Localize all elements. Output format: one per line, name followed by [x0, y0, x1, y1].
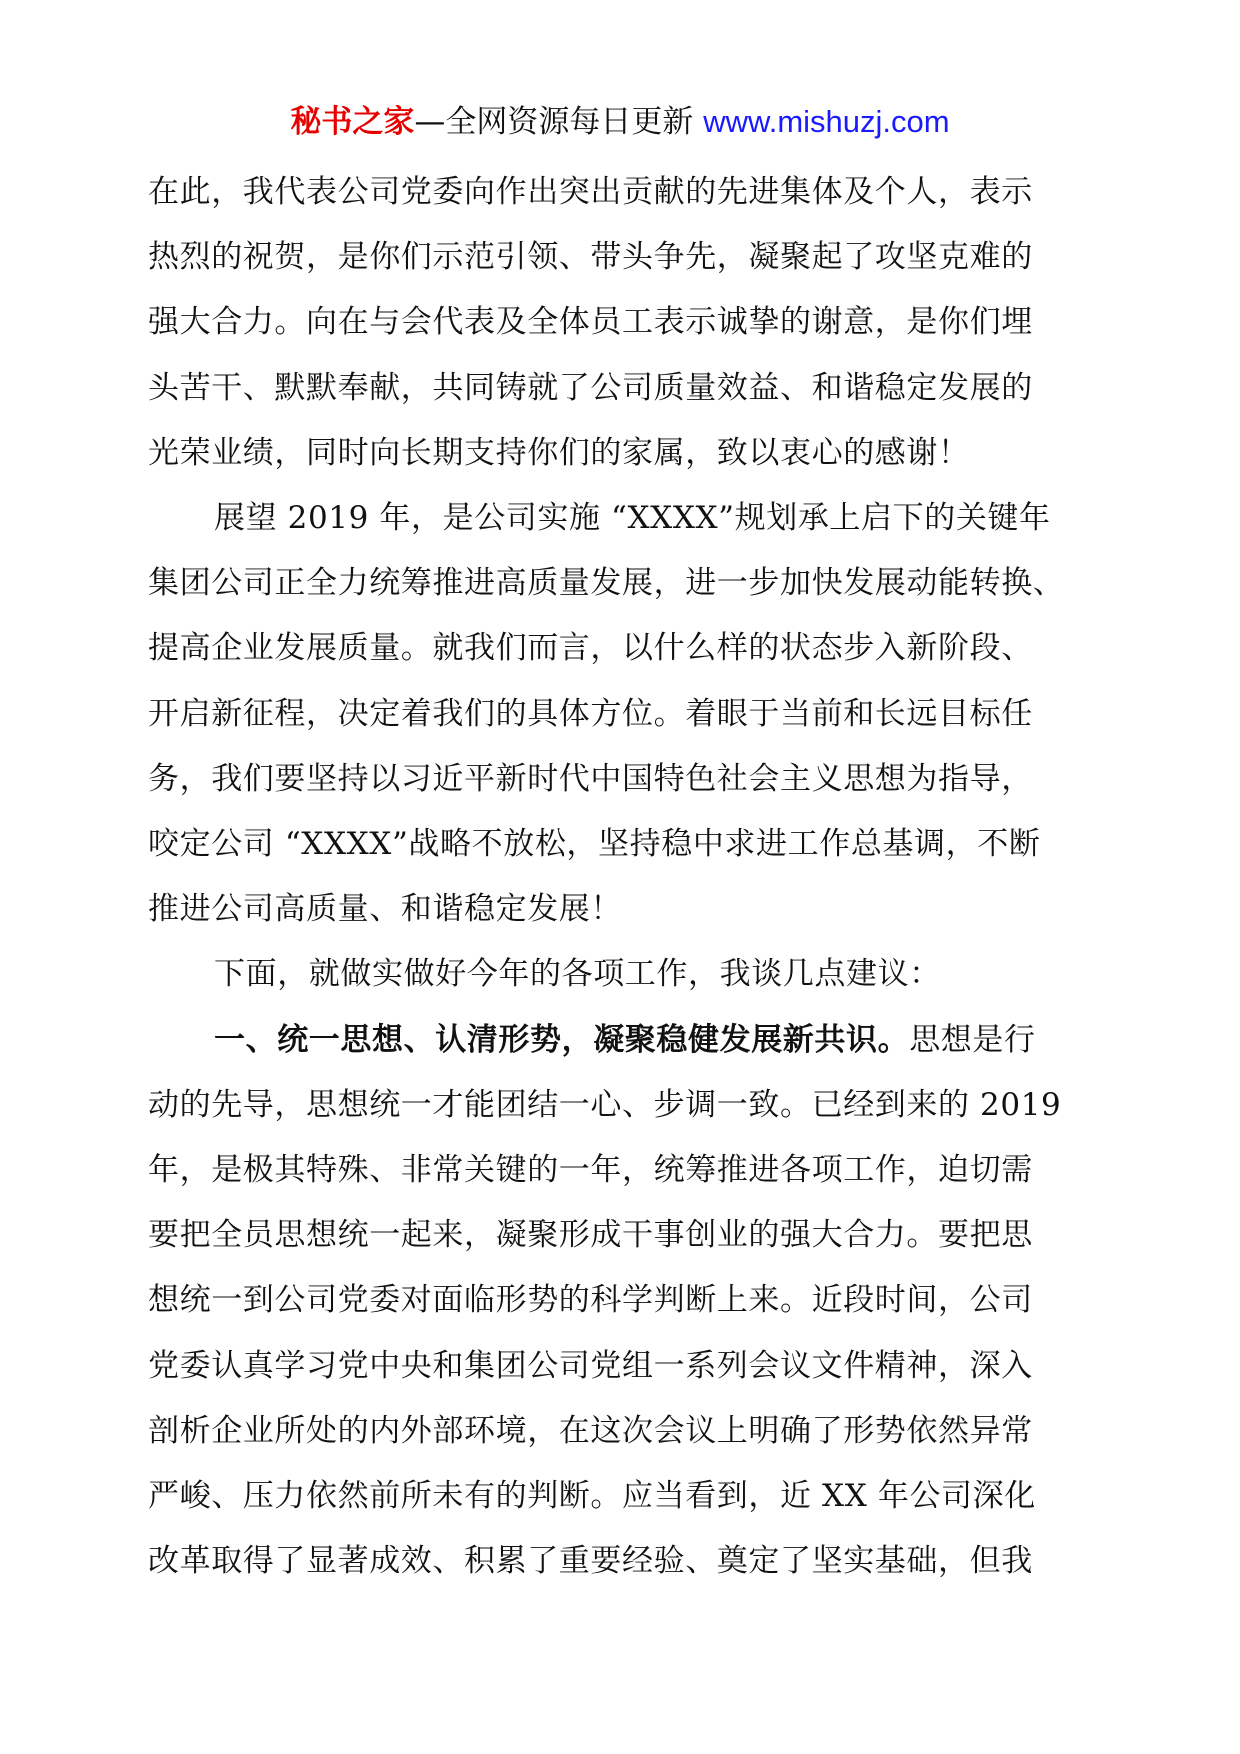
text-line: 提高企业发展质量。就我们而言，以什么样的状态步入新阶段、	[148, 630, 1033, 667]
section-heading: 一、统一思想、认清形势，凝聚稳健发展新共识。	[214, 1021, 910, 1058]
text-line: 动的先导，思想统一才能团结一心、步调一致。已经到来的 2019	[148, 1086, 1062, 1123]
text-line: 务，我们要坚持以习近平新时代中国特色社会主义思想为指导，	[148, 760, 1033, 797]
brand-name: 秘书之家	[290, 104, 415, 140]
document-body	[148, 160, 1112, 1594]
text-run: 思想是行	[909, 1021, 1036, 1058]
paragraph-section-one	[148, 1008, 1112, 1595]
text-line: 严峻、压力依然前所未有的判断。应当看到，近 XX 年公司深化	[148, 1478, 1036, 1515]
text-line: 下面，就做实做好今年的各项工作，我谈几点建议：	[214, 956, 941, 993]
text-line: 剖析企业所处的内外部环境，在这次会议上明确了形势依然异常	[148, 1412, 1033, 1449]
header-tagline: —全网资源每日更新	[414, 104, 704, 140]
text-line: 光荣业绩，同时向长期支持你们的家属，致以衷心的感谢！	[148, 434, 970, 471]
text-line: 展望 2019 年，是公司实施 “XXXX”规划承上启下的关键年	[214, 500, 1051, 537]
text-line: 年，是极其特殊、非常关键的一年，统筹推进各项工作，迫切需	[148, 1152, 1033, 1189]
paragraph-outlook	[148, 486, 1112, 942]
text-line: 推进公司高质量、和谐稳定发展！	[148, 891, 622, 928]
text-line: 党委认真学习党中央和集团公司党组一系列会议文件精神，深入	[148, 1347, 1033, 1384]
text-line: 强大合力。向在与会代表及全体员工表示诚挚的谢意，是你们埋	[148, 304, 1033, 341]
text-line: 要把全员思想统一起来，凝聚形成干事创业的强大合力。要把思	[148, 1217, 1033, 1254]
text-line	[148, 1008, 1112, 1073]
paragraph-thanks	[148, 160, 1112, 486]
text-line: 头苦干、默默奉献，共同铸就了公司质量效益、和谐稳定发展的	[148, 369, 1033, 406]
text-line: 改革取得了显著成效、积累了重要经验、奠定了坚实基础，但我	[148, 1543, 1033, 1580]
text-line: 咬定公司 “XXXX”战略不放松，坚持稳中求进工作总基调，不断	[148, 826, 1041, 863]
page-header	[0, 100, 1240, 144]
paragraph-intro	[148, 942, 1112, 1007]
text-line: 集团公司正全力统筹推进高质量发展，进一步加快发展动能转换、	[148, 565, 1065, 602]
text-line: 在此，我代表公司党委向作出突出贡献的先进集体及个人，表示	[148, 174, 1033, 210]
text-line: 想统一到公司党委对面临形势的科学判断上来。近段时间，公司	[148, 1282, 1033, 1319]
text-line: 开启新征程，决定着我们的具体方位。着眼于当前和长远目标任	[148, 695, 1033, 732]
text-line: 热烈的祝贺，是你们示范引领、带头争先，凝聚起了攻坚克难的	[148, 239, 1033, 276]
site-url-link[interactable]: www.mishuzj.com	[703, 104, 950, 139]
